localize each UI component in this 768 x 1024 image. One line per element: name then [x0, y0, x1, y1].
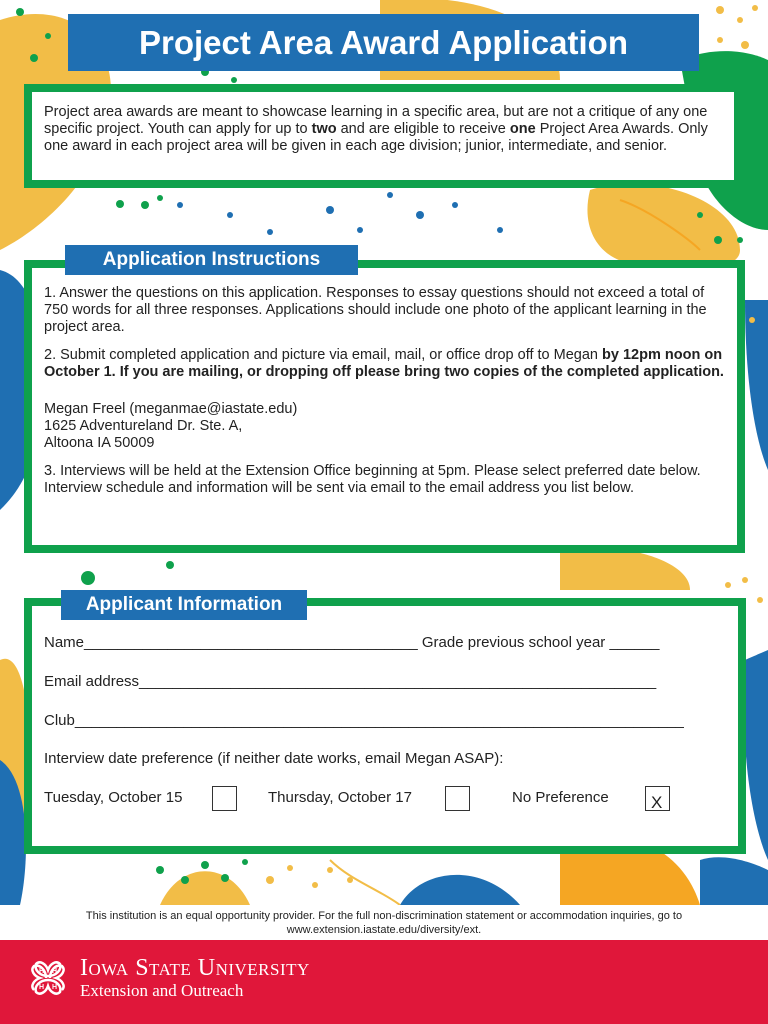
instruction-item-3: 3. Interviews will be held at the Extension Office beginning at 5pm. Please select preferred date below. Interview schedule and information will be sent via email to the email address you list below.: [44, 463, 701, 496]
option-label-thursday: Thursday, October 17: [268, 789, 412, 806]
instruction-deadline: by 12pm noon on October 1. If you are mailing, or dropping off please bring two copies of the completed application.: [44, 347, 724, 380]
instruction-item-2: [44, 347, 725, 381]
university-wordmark: Iowa State University: [80, 955, 310, 981]
contact-street: 1625 Adventureland Dr. Ste. A,: [44, 418, 243, 434]
blue-blob: [744, 650, 768, 860]
extension-wordmark: Extension and Outreach: [80, 981, 244, 1000]
blue-dots: [177, 192, 503, 235]
applicant-heading: Applicant Information: [61, 590, 307, 620]
instruction-item-1: 1. Answer the questions on this application. Responses to essay questions should not exceed a total of 750 words for all three responses. Applications should include one photo of the applicant learning in the project area.: [44, 285, 707, 335]
instructions-heading: Application Instructions: [65, 245, 358, 275]
intro-emphasis-two: two: [311, 121, 337, 137]
yellow-blob: [160, 871, 250, 905]
option-label-tuesday: Tuesday, October 15: [44, 789, 183, 806]
blue-blob: [700, 857, 768, 905]
contact-city: Altoona IA 50009: [44, 435, 155, 451]
notice-link[interactable]: www.extension.iastate.edu/diversity/ext.: [286, 924, 482, 936]
contact-address: [44, 401, 725, 452]
svg-text:H: H: [39, 968, 45, 975]
equal-opportunity-notice: [0, 909, 768, 937]
svg-text:H: H: [39, 984, 45, 991]
clover-icon: [26, 956, 70, 1000]
blue-blob: [745, 300, 768, 470]
swirl-line: [330, 860, 400, 905]
intro-emphasis-one: one: [509, 121, 536, 137]
page-title: Project Area Award Application: [68, 14, 699, 71]
intro-text: Project Area Awards. Only one award in each project area will be given in each age division; junior, intermediate, and senior.: [44, 121, 708, 154]
option-label-no-preference: No Preference: [512, 789, 609, 806]
tuesday-checkbox[interactable]: [212, 786, 237, 811]
club-field[interactable]: Club_________________________________________________________________________: [44, 712, 684, 729]
name-grade-field[interactable]: Name________________________________________ Grade previous school year ______: [44, 634, 660, 651]
interview-prompt: Interview date preference (if neither date works, email Megan ASAP):: [44, 750, 504, 767]
intro-text: Project area awards are meant to showcase learning in a specific area, but are not a critique of any one specific project. Youth can apply for up to: [44, 104, 708, 137]
yellow-blob: [560, 547, 690, 590]
instruction-item-2-text: 2. Submit completed application and picture via email, mail, or office drop off to Megan: [44, 347, 603, 363]
checkbox-mark: X: [651, 793, 663, 812]
applicant-panel: [24, 598, 746, 854]
intro-panel: [24, 84, 742, 188]
email-field[interactable]: Email address______________________________________________________________: [44, 673, 657, 690]
blue-blob: [400, 875, 520, 905]
thursday-checkbox[interactable]: [445, 786, 470, 811]
svg-text:H: H: [52, 968, 58, 975]
instructions-panel: [24, 260, 745, 553]
intro-text: and are eligible to receive: [336, 121, 510, 137]
notice-line-1: This institution is an equal opportunity provider. For the full non-discrimination statement or accommodation inquiries, go to: [85, 910, 683, 922]
no-preference-checkbox[interactable]: [645, 786, 670, 811]
svg-text:H: H: [52, 984, 58, 991]
contact-name-email: Megan Freel (meganmae@iastate.edu): [44, 401, 298, 417]
